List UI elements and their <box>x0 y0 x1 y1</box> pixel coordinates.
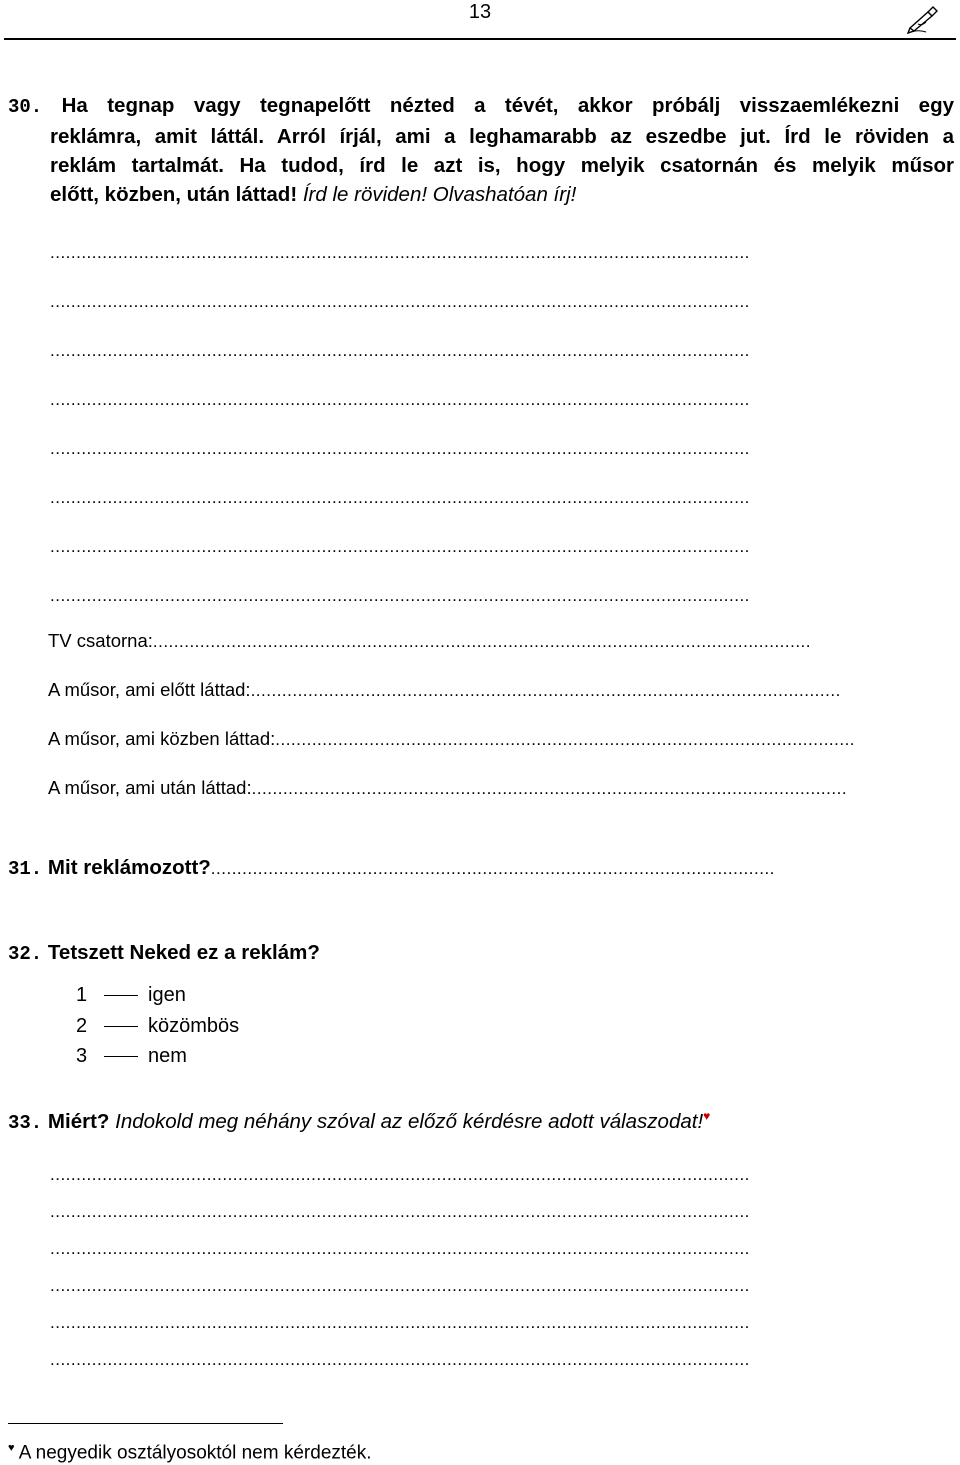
field-tv-channel[interactable] <box>48 629 928 654</box>
heart-icon: ♥ <box>703 1109 711 1123</box>
question-30-line-2: reklámra, amit láttál. Arról írjál, ami a leghamarabb az eszedbe jut. Írd le röviden a <box>50 125 954 148</box>
option-code: 3 <box>76 1045 88 1067</box>
answer-line[interactable]: ...................................................................................................................................... <box>50 1276 750 1295</box>
field-label: A műsor, ami után láttad: <box>48 777 252 798</box>
heart-icon: ♥ <box>8 1442 15 1454</box>
answer-line[interactable]: ...................................................................................................................................... <box>50 1239 750 1258</box>
page-number: 13 <box>468 1 492 23</box>
answer-dots: ............................................................................................................ <box>210 859 775 878</box>
field-dots: ................................................................................................................. <box>250 681 841 700</box>
field-dots: ............................................................................................................... <box>275 730 856 749</box>
question-number: 31. <box>8 858 43 880</box>
footnote-rule <box>8 1423 283 1424</box>
option-code: 1 <box>76 984 88 1006</box>
footnote <box>8 1436 372 1465</box>
option-label: közömbös <box>148 1015 240 1037</box>
option-code: 2 <box>76 1015 88 1037</box>
option-dash <box>104 1026 138 1027</box>
answer-line[interactable]: ...................................................................................................................................... <box>50 1202 750 1221</box>
option-nem[interactable] <box>76 1043 187 1069</box>
question-31[interactable] <box>8 855 932 882</box>
answer-line[interactable]: ...................................................................................................................................... <box>50 537 750 556</box>
answer-line[interactable]: ...................................................................................................................................... <box>50 586 750 605</box>
answer-line[interactable]: ...................................................................................................................................... <box>50 1350 750 1369</box>
option-igen[interactable] <box>76 982 186 1008</box>
question-30 <box>8 91 954 209</box>
question-text: Mit reklámozott? <box>47 856 211 879</box>
question-instruction: Indokold meg néhány szóval az előző kérdésre adott válaszodat! <box>109 1109 704 1133</box>
header-rule <box>4 38 956 40</box>
field-program-during[interactable] <box>48 727 928 752</box>
question-32 <box>8 940 932 967</box>
writing-hand-icon <box>906 4 940 34</box>
option-label: nem <box>148 1045 187 1067</box>
answer-line[interactable]: ...................................................................................................................................... <box>50 439 750 458</box>
option-dash <box>104 995 138 996</box>
question-number: 32. <box>8 943 43 965</box>
question-text: Miért? <box>47 1109 110 1133</box>
question-30-line-1: 30. Ha tegnap vagy tegnapelőtt nézted a tévét, akkor próbálj visszaemlékezni egy <box>8 94 954 118</box>
answer-line[interactable]: ...................................................................................................................................... <box>50 1313 750 1332</box>
answer-line[interactable]: ...................................................................................................................................... <box>50 243 750 262</box>
answer-line[interactable]: ...................................................................................................................................... <box>50 292 750 311</box>
answer-line[interactable]: ...................................................................................................................................... <box>50 341 750 360</box>
question-30-line-4: előtt, közben, után láttad! Írd le röviden! Olvashatóan írj! <box>50 183 577 206</box>
answer-line[interactable]: ...................................................................................................................................... <box>50 488 750 507</box>
answer-line[interactable]: ...................................................................................................................................... <box>50 1165 750 1184</box>
field-label: A műsor, ami előtt láttad: <box>48 679 251 700</box>
option-dash <box>104 1056 138 1057</box>
answer-line[interactable]: ...................................................................................................................................... <box>50 390 750 409</box>
field-dots: .................................................................................................................. <box>251 779 848 798</box>
field-program-before[interactable] <box>48 678 928 703</box>
question-33 <box>8 1103 932 1136</box>
field-dots: .............................................................................................................................. <box>152 632 812 651</box>
question-number: 33. <box>8 1111 43 1134</box>
option-kozombos[interactable] <box>76 1013 239 1039</box>
footnote-text: A negyedik osztályosoktól nem kérdezték. <box>14 1442 372 1464</box>
question-30-line-3: reklám tartalmát. Ha tudod, írd le azt is, hogy melyik csatornán és melyik műsor <box>50 154 954 177</box>
question-number: 30. <box>8 96 43 118</box>
option-label: igen <box>148 984 186 1006</box>
question-text: Tetszett Neked ez a reklám? <box>47 941 320 964</box>
field-label: A műsor, ami közben láttad: <box>48 728 276 749</box>
field-program-after[interactable] <box>48 776 928 801</box>
field-label: TV csatorna: <box>48 630 153 651</box>
